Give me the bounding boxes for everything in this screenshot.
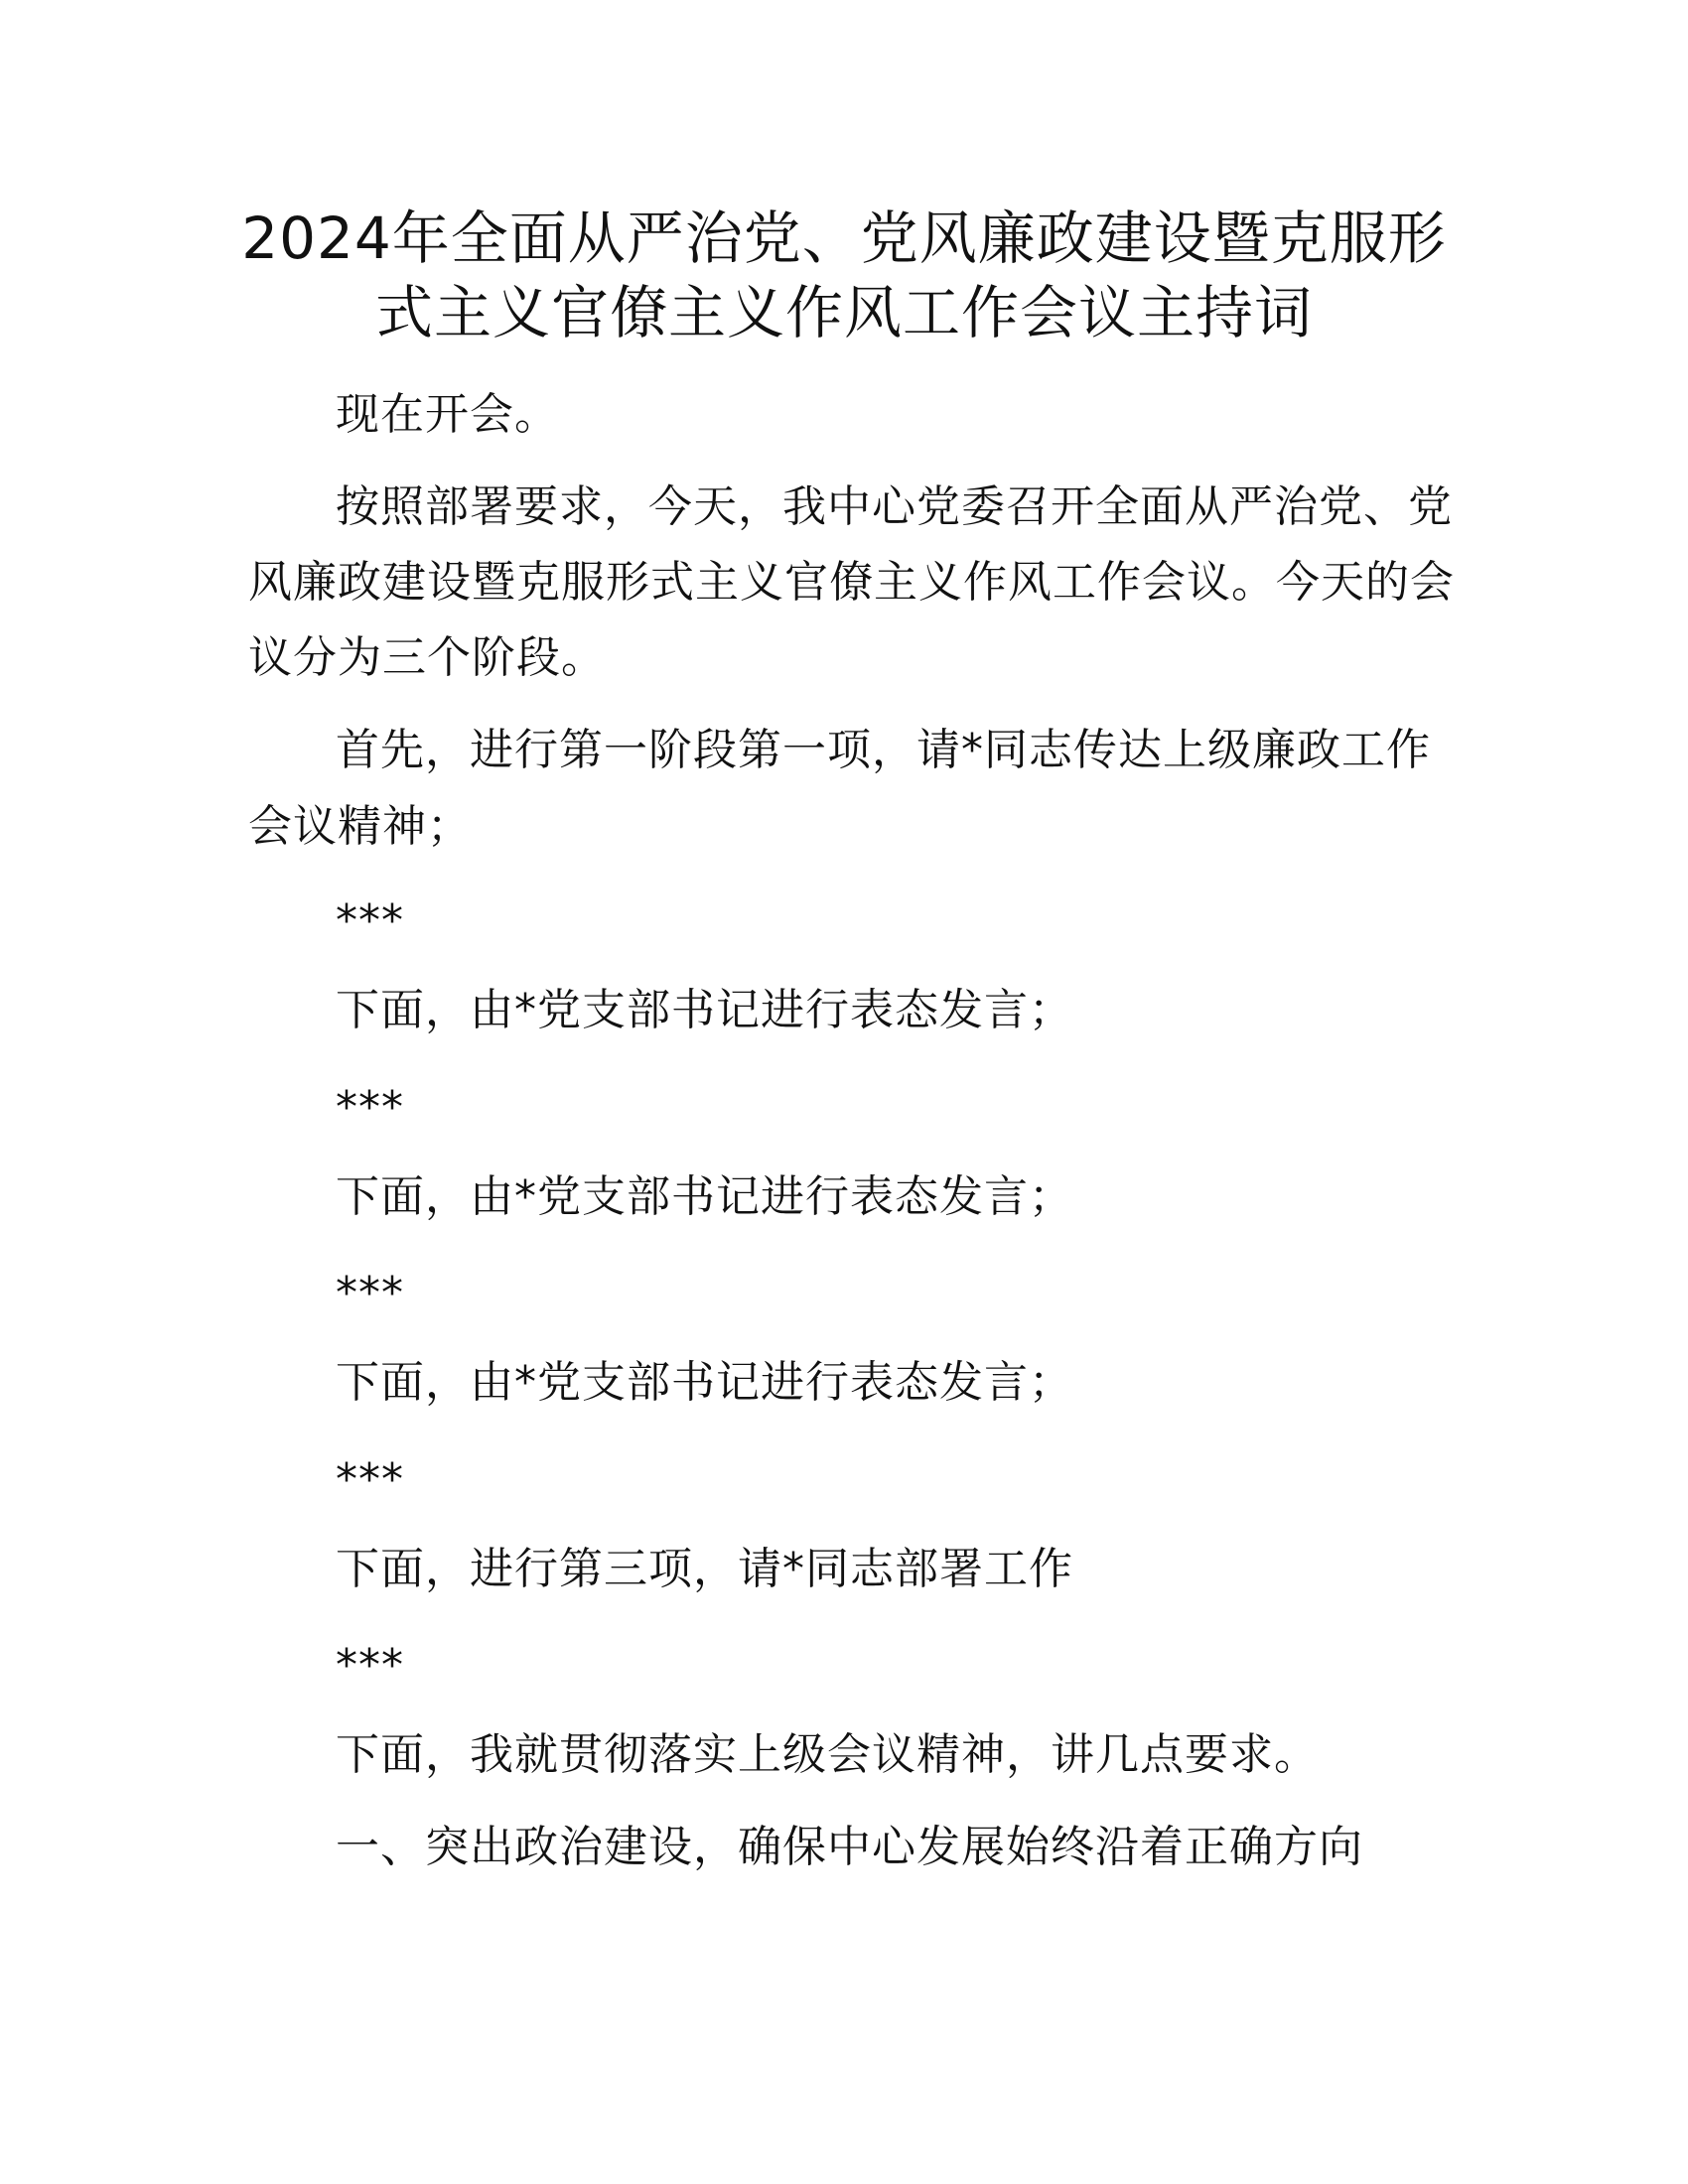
paragraph-line: 议分为三个阶段。 [248,632,606,683]
paragraph-line: 下面，由*党支部书记进行表态发言； [336,985,1073,1035]
separator-stars: *** [336,1640,404,1691]
document-title-line-2: 式主义官僚主义作风工作会议主持词 [374,279,1313,346]
section-heading: 一、突出政治建设，确保中心发展始终沿着正确方向 [336,1822,1363,1872]
separator-stars: *** [336,1082,404,1133]
paragraph-line: 下面，进行第三项，请*同志部署工作 [336,1544,1073,1594]
document-title-line-1: 2024年全面从严治党、党风廉政建设暨克服形 [241,205,1447,272]
paragraph-line: 会议精神； [248,801,472,852]
separator-stars: *** [336,1268,404,1318]
separator-stars: *** [336,895,404,946]
paragraph-line: 下面，由*党支部书记进行表态发言； [336,1357,1073,1408]
paragraph-line: 按照部署要求，今天，我中心党委召开全面从严治党、党 [336,481,1453,532]
separator-stars: *** [336,1454,404,1505]
paragraph-line: 首先，进行第一阶段第一项，请*同志传达上级廉政工作 [336,725,1431,775]
paragraph-opening: 现在开会。 [336,389,559,440]
paragraph-line: 下面，我就贯彻落实上级会议精神，讲几点要求。 [336,1729,1319,1780]
paragraph-line: 风廉政建设暨克服形式主义官僚主义作风工作会议。今天的会 [248,557,1455,608]
paragraph-line: 下面，由*党支部书记进行表态发言； [336,1171,1073,1222]
